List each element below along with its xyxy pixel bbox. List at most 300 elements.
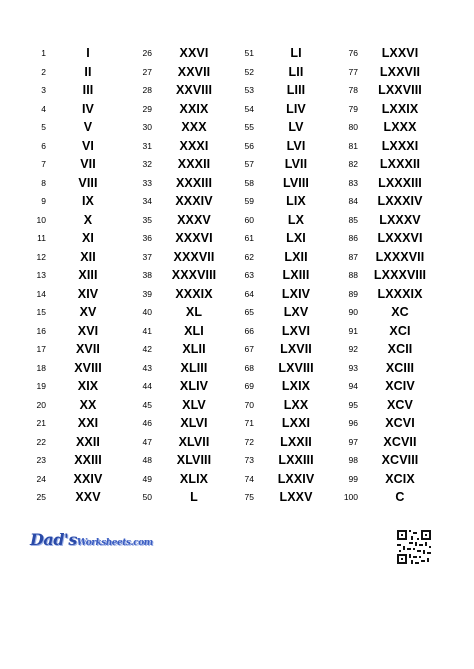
roman-numeral: XX [79,397,97,412]
roman-numeral: LIV [286,101,306,116]
roman-numeral: LI [290,46,302,61]
arabic-number: 26 [142,48,152,59]
chart-row [326,44,436,63]
arabic-number: 19 [36,381,46,392]
arabic-number: 9 [41,196,46,207]
chart-column-26-50 [120,44,230,507]
roman-numeral: XIII [78,268,98,283]
arabic-number: 53 [244,85,254,96]
chart-row [120,155,230,174]
chart-row [14,81,124,100]
chart-row [14,414,124,433]
arabic-number: 13 [36,270,46,281]
roman-numeral: XXXVI [175,231,213,246]
arabic-number: 56 [244,140,254,151]
roman-numeral: XXXVIII [171,268,217,283]
chart-row [222,414,332,433]
roman-numeral: XCIX [385,471,415,486]
arabic-number: 68 [244,362,254,373]
arabic-number: 86 [348,233,358,244]
chart-row [326,174,436,193]
chart-row [222,433,332,452]
arabic-number: 44 [142,381,152,392]
chart-row [326,285,436,304]
arabic-number: 28 [142,85,152,96]
chart-row [14,44,124,63]
chart-row [222,359,332,378]
roman-numeral: III [82,83,94,98]
chart-row [326,100,436,119]
arabic-number: 30 [142,122,152,133]
arabic-number: 16 [36,325,46,336]
chart-row [120,63,230,82]
chart-row [222,174,332,193]
roman-numeral: X [83,212,93,227]
chart-row [120,303,230,322]
arabic-number: 35 [142,214,152,225]
roman-numeral: XXI [77,416,99,431]
site-logo[interactable] [30,530,153,550]
arabic-number: 18 [36,362,46,373]
arabic-number: 36 [142,233,152,244]
roman-numeral: LXXVII [379,64,421,79]
chart-row [120,266,230,285]
chart-row [14,322,124,341]
arabic-number: 97 [348,436,358,447]
roman-numeral: XCV [386,397,413,412]
roman-numeral: XLIV [179,379,209,394]
roman-numeral: LXVI [281,323,311,338]
chart-row [222,377,332,396]
roman-numeral: XXVIII [175,83,213,98]
roman-numeral: XLIX [179,471,209,486]
arabic-number: 72 [244,436,254,447]
arabic-number: 42 [142,344,152,355]
chart-row [326,470,436,489]
roman-numeral: XVII [75,342,101,357]
arabic-number: 10 [36,214,46,225]
arabic-number: 27 [142,66,152,77]
roman-numeral: XLV [182,397,206,412]
arabic-number: 40 [142,307,152,318]
arabic-number: 69 [244,381,254,392]
chart-row [222,63,332,82]
roman-numeral: LXXXIII [378,175,422,190]
chart-row [326,488,436,507]
arabic-number: 64 [244,288,254,299]
roman-numeral: LXXXVIII [373,268,427,283]
chart-row [120,229,230,248]
arabic-number: 4 [41,103,46,114]
roman-numeral: LXXXVI [377,231,423,246]
chart-row [14,451,124,470]
arabic-number: 12 [36,251,46,262]
roman-numeral: II [84,64,92,79]
roman-numeral: XLIII [180,360,208,375]
chart-row [222,229,332,248]
arabic-number: 47 [142,436,152,447]
chart-row [222,192,332,211]
chart-row [14,118,124,137]
arabic-number: 96 [348,418,358,429]
arabic-number: 17 [36,344,46,355]
chart-row [120,377,230,396]
arabic-number: 74 [244,473,254,484]
roman-numeral: VIII [78,175,98,190]
roman-numeral: XCIV [385,379,415,394]
arabic-number: 45 [142,399,152,410]
arabic-number: 50 [142,492,152,503]
chart-row [326,137,436,156]
roman-numeral: LXII [284,249,308,264]
arabic-number: 67 [244,344,254,355]
chart-row [326,211,436,230]
arabic-number: 32 [142,159,152,170]
roman-numeral: XV [79,305,97,320]
arabic-number: 14 [36,288,46,299]
arabic-number: 82 [348,159,358,170]
chart-row [14,63,124,82]
arabic-number: 73 [244,455,254,466]
roman-numeral: I [86,46,90,61]
arabic-number: 93 [348,362,358,373]
roman-numeral: XLVII [178,434,210,449]
roman-numeral: LVI [286,138,306,153]
chart-row [120,470,230,489]
roman-numeral: XC [391,305,409,320]
chart-row [326,377,436,396]
arabic-number: 79 [348,103,358,114]
roman-numeral: LXVII [280,342,312,357]
chart-row [326,81,436,100]
roman-numeral: XLVI [180,416,208,431]
roman-numeral: XCI [389,323,411,338]
roman-numeral: LIX [286,194,306,209]
roman-numeral: XCII [387,342,413,357]
chart-row [14,248,124,267]
arabic-number: 52 [244,66,254,77]
arabic-number: 71 [244,418,254,429]
chart-row [120,137,230,156]
chart-column-76-100 [326,44,436,507]
arabic-number: 41 [142,325,152,336]
chart-row [14,359,124,378]
roman-numeral: XXV [75,490,101,505]
qr-code-icon [397,530,431,564]
roman-numeral: LIII [286,83,306,98]
arabic-number: 11 [37,233,46,244]
arabic-number: 3 [41,85,46,96]
arabic-number: 57 [244,159,254,170]
chart-row [326,229,436,248]
chart-row [222,396,332,415]
arabic-number: 61 [244,233,254,244]
chart-row [14,174,124,193]
chart-row [326,248,436,267]
roman-numeral: LXI [286,231,306,246]
roman-numeral: LV [288,120,304,135]
roman-numeral: XXXIII [175,175,213,190]
roman-numeral: XIV [77,286,99,301]
roman-numeral: VII [80,157,96,172]
arabic-number: 1 [41,48,46,59]
chart-row [120,192,230,211]
arabic-number: 5 [41,122,46,133]
arabic-number: 55 [244,122,254,133]
logo-main-text: Dad's [30,530,77,549]
arabic-number: 94 [348,381,358,392]
arabic-number: 63 [244,270,254,281]
roman-numeral: LXXIX [381,101,419,116]
chart-row [326,322,436,341]
chart-row [120,44,230,63]
roman-numeral: LXXV [279,490,313,505]
arabic-number: 83 [348,177,358,188]
arabic-number: 7 [41,159,46,170]
chart-row [222,303,332,322]
roman-numeral: V [83,120,93,135]
chart-row [14,229,124,248]
arabic-number: 25 [36,492,46,503]
roman-numeral: LXXXV [379,212,421,227]
roman-numeral: LXIV [281,286,311,301]
arabic-number: 100 [343,492,358,503]
chart-row [120,359,230,378]
chart-row [120,322,230,341]
roman-numeral: LXXXI [381,138,419,153]
arabic-number: 85 [348,214,358,225]
arabic-number: 31 [142,140,152,151]
roman-numeral: IX [81,194,94,209]
chart-row [14,100,124,119]
roman-numeral: XCVIII [381,453,419,468]
arabic-number: 48 [142,455,152,466]
chart-row [120,433,230,452]
chart-column-51-75 [222,44,332,507]
chart-row [14,155,124,174]
roman-numeral: XXXIX [175,286,213,301]
chart-row [222,266,332,285]
roman-numeral: XXIX [179,101,209,116]
chart-row [326,340,436,359]
roman-numeral: LXXXIX [377,286,423,301]
arabic-number: 88 [348,270,358,281]
chart-row [326,192,436,211]
arabic-number: 22 [36,436,46,447]
chart-row [120,100,230,119]
chart-row [14,303,124,322]
roman-numeral: XLII [182,342,206,357]
roman-numeral: LXVIII [278,360,314,375]
roman-numeral: XLI [184,323,204,338]
roman-numeral: XVIII [74,360,102,375]
roman-numeral: C [395,490,405,505]
roman-numeral: XXXII [177,157,211,172]
arabic-number: 46 [142,418,152,429]
chart-row [326,433,436,452]
chart-row [326,118,436,137]
roman-numeral: LXXIII [278,453,314,468]
chart-row [14,470,124,489]
arabic-number: 34 [142,196,152,207]
roman-numeral: LXXXIV [377,194,423,209]
roman-numeral: LVIII [283,175,309,190]
chart-row [326,359,436,378]
roman-numeral: LII [288,64,304,79]
roman-numeral: XXXVII [173,249,215,264]
chart-row [120,248,230,267]
roman-numeral: LXIII [282,268,310,283]
roman-numeral: XI [81,231,94,246]
chart-row [222,470,332,489]
arabic-number: 92 [348,344,358,355]
roman-numeral: XXX [181,120,207,135]
arabic-number: 62 [244,251,254,262]
chart-row [222,137,332,156]
chart-row [222,248,332,267]
arabic-number: 95 [348,399,358,410]
arabic-number: 90 [348,307,358,318]
arabic-number: 77 [348,66,358,77]
roman-numeral: XLVIII [176,453,212,468]
chart-row [222,118,332,137]
logo-rest-text: Worksheets.com [76,538,153,548]
chart-row [14,488,124,507]
arabic-number: 91 [348,325,358,336]
chart-row [120,414,230,433]
arabic-number: 60 [244,214,254,225]
chart-row [222,322,332,341]
chart-row [222,451,332,470]
chart-row [120,451,230,470]
chart-row [326,451,436,470]
arabic-number: 54 [244,103,254,114]
chart-row [326,63,436,82]
roman-numeral: LXXVI [381,46,419,61]
roman-numeral: LXXXVII [375,249,425,264]
chart-row [14,285,124,304]
roman-numeral: LXXIV [277,471,315,486]
arabic-number: 2 [41,66,46,77]
chart-row [326,396,436,415]
arabic-number: 23 [36,455,46,466]
roman-numeral: LVII [284,157,308,172]
roman-numeral: XXXV [177,212,211,227]
chart-row [326,155,436,174]
arabic-number: 66 [244,325,254,336]
roman-numeral: XII [80,249,96,264]
roman-numeral: XXXI [179,138,209,153]
chart-row [14,340,124,359]
chart-row [120,81,230,100]
arabic-number: 38 [142,270,152,281]
chart-row [222,488,332,507]
arabic-number: 15 [36,307,46,318]
chart-row [14,433,124,452]
chart-column-1-25 [14,44,124,507]
roman-numeral: LXIX [281,379,311,394]
chart-row [14,192,124,211]
chart-row [222,44,332,63]
chart-row [120,118,230,137]
roman-numeral: XXVI [179,46,209,61]
arabic-number: 6 [41,140,46,151]
arabic-number: 75 [244,492,254,503]
chart-row [14,137,124,156]
roman-numeral: XCIII [385,360,415,375]
roman-numeral: XCVI [385,416,415,431]
arabic-number: 51 [244,48,254,59]
chart-row [326,303,436,322]
arabic-number: 99 [348,473,358,484]
arabic-number: 80 [348,122,358,133]
chart-row [14,266,124,285]
roman-numeral: XXIII [74,453,102,468]
chart-row [14,211,124,230]
arabic-number: 87 [348,251,358,262]
arabic-number: 24 [36,473,46,484]
roman-numeral: LXV [283,305,309,320]
arabic-number: 37 [142,251,152,262]
roman-numeral: L [190,490,198,505]
arabic-number: 43 [142,362,152,373]
arabic-number: 8 [41,177,46,188]
chart-row [222,340,332,359]
arabic-number: 84 [348,196,358,207]
chart-row [222,81,332,100]
arabic-number: 33 [142,177,152,188]
chart-row [120,340,230,359]
arabic-number: 20 [36,399,46,410]
chart-row [222,100,332,119]
roman-numeral: XCVII [383,434,417,449]
arabic-number: 49 [142,473,152,484]
arabic-number: 58 [244,177,254,188]
chart-row [120,174,230,193]
arabic-number: 89 [348,288,358,299]
roman-numeral: XXIV [73,471,103,486]
roman-numeral: VI [81,138,94,153]
arabic-number: 70 [244,399,254,410]
chart-row [222,285,332,304]
roman-numeral: XXVII [177,64,211,79]
arabic-number: 78 [348,85,358,96]
roman-numeral: LXXVIII [378,83,422,98]
chart-row [120,488,230,507]
roman-numeral: LXXX [383,120,417,135]
arabic-number: 65 [244,307,254,318]
chart-row [120,396,230,415]
roman-numeral: XXII [75,434,101,449]
chart-row [222,211,332,230]
roman-numeral: XXXIV [175,194,213,209]
chart-row [222,155,332,174]
roman-numeral: LXX [283,397,309,412]
chart-row [14,377,124,396]
roman-numeral: LX [287,212,305,227]
arabic-number: 76 [348,48,358,59]
arabic-number: 39 [142,288,152,299]
roman-numeral: LXXXII [379,157,421,172]
roman-numeral: XIX [77,379,99,394]
chart-row [120,211,230,230]
roman-numeral: XVI [77,323,99,338]
chart-row [326,266,436,285]
chart-row [326,414,436,433]
arabic-number: 59 [244,196,254,207]
roman-numeral: LXXII [280,434,312,449]
arabic-number: 21 [36,418,46,429]
